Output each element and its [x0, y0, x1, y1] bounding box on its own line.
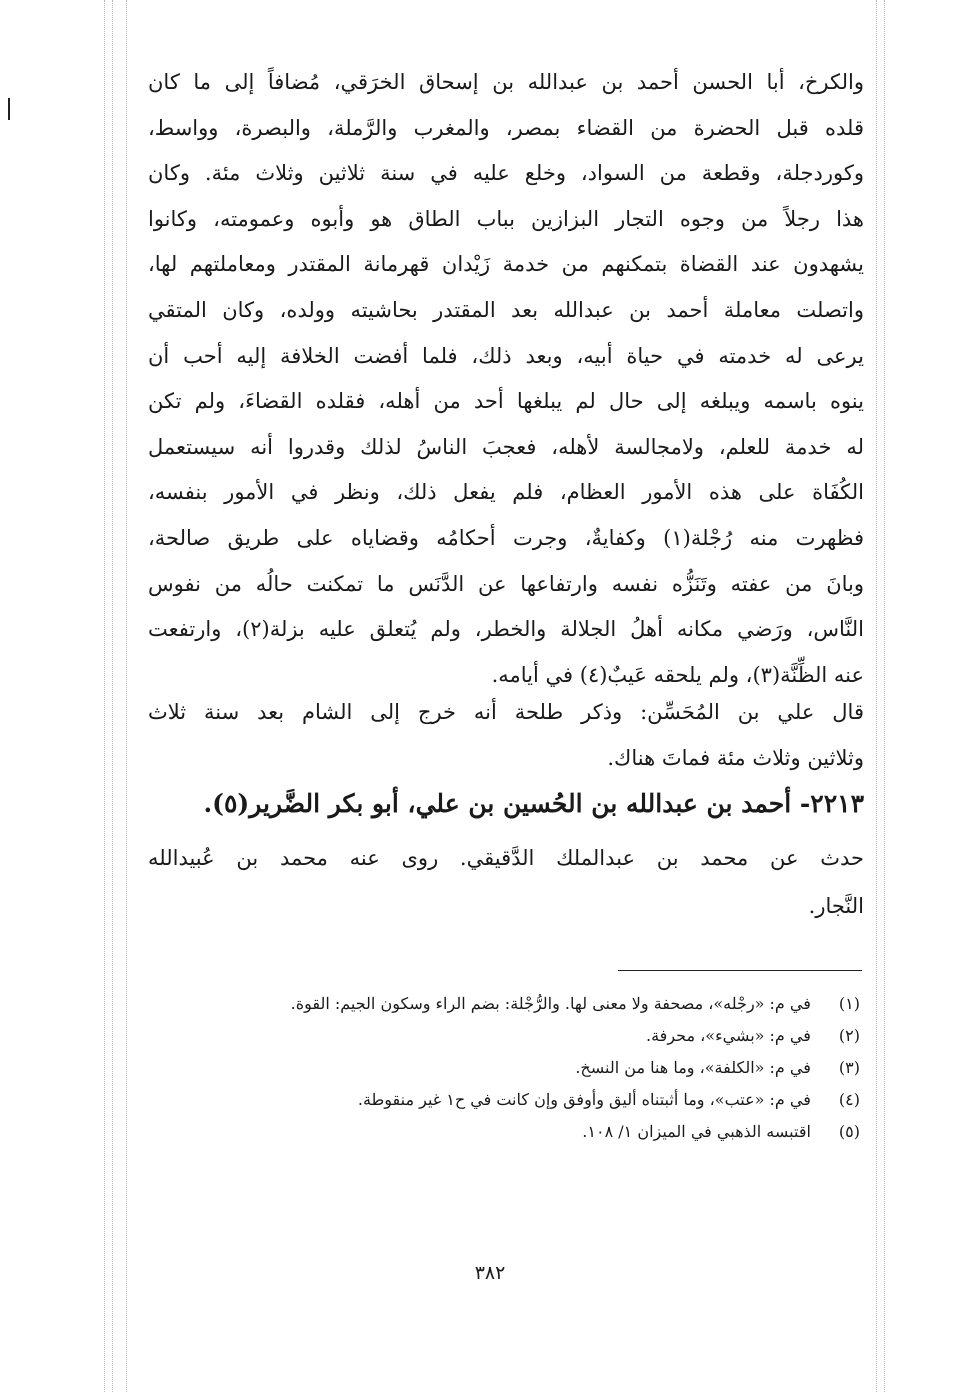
- footnote-separator: [618, 970, 862, 971]
- text-line: فظهرت منه رُجْلة(١) وكفايةٌ، وجرت أحكامُه وقضاياه على طريق صالحة،: [148, 525, 864, 550]
- footnotes: [148, 988, 860, 1148]
- main-paragraph: [148, 60, 864, 698]
- footnote-5: [148, 1116, 860, 1148]
- text-line: قلده قبل الحضرة من القضاء بمصر، والمغرب والرَّملة، والبصرة، وواسط،: [148, 115, 864, 140]
- footnote-number: (٥): [838, 1122, 860, 1141]
- footnote-number: (٣): [838, 1058, 860, 1077]
- footnote-text: في م: «عتب»، وما أثبتناه أليق وأوفق وإن كانت في ح١ غير منقوطة.: [357, 1090, 811, 1109]
- text-line: النَّاس، ورَضي مكانه أهلُ الجلالة والخطر، ولم يُتعلق عليه بزلة(٢)، وارتفعت: [148, 617, 864, 642]
- footnote-number: (٤): [838, 1090, 860, 1109]
- scan-dotline: [126, 0, 127, 1392]
- text-line: حدث عن محمد بن عبدالملك الدَّقيقي. روى عنه محمد بن عُبيدالله: [148, 846, 864, 870]
- text-line: وثلاثين وثلاث مئة فماتَ هناك.: [607, 745, 864, 770]
- text-line: وكوردجلة، وقطعة من السواد، وخلع عليه في سنة ثلاثين وثلاث مئة. وكان: [148, 161, 864, 186]
- text-line: يرعى له خدمته في حياة أبيه، وبعد ذلك، فلما أفضت الخلافة إليه أحب أن: [148, 343, 864, 368]
- footnote-number: (١): [838, 994, 860, 1013]
- text-line: والكرخ، أبا الحسن أحمد بن عبدالله بن إسحاق الخرَقي، مُضافاً إلى ما كان: [148, 70, 864, 94]
- text-line: عنه الظِّنَّة(٣)، ولم يلحقه عَيبٌ(٤) في أيامه.: [491, 662, 864, 687]
- text-line: له خدمة للعلم، ولامجالسة لأهله، فعجبَ الناسُ لذلك وقدروا أنه سيستعمل: [148, 434, 864, 459]
- text-line: النَّجار.: [808, 894, 864, 918]
- footnote-2: [148, 1020, 860, 1052]
- text-line: الكُفَاة على هذه الأمور العظام، فلم يفعل ذلك، ونظر في الأمور بنفسه،: [148, 480, 864, 505]
- footnote-text: في م: «رجْله»، مصحفة ولا معنى لها. والرُّجْلة: بضم الراء وسكون الجيم: القوة.: [290, 994, 811, 1013]
- footnote-text: في م: «الكلفة»، وما هنا من النسخ.: [575, 1058, 811, 1077]
- text-line: هذا رجلاً من وجوه التجار البزازين بباب الطاق هو وأبوه وعمومته، وكانوا: [148, 206, 864, 231]
- entry-body: [148, 834, 864, 930]
- scan-dotline: [112, 0, 113, 1392]
- footnote-text: اقتبسه الذهبي في الميزان ١/ ١٠٨.: [582, 1122, 811, 1141]
- text-line: وبانَ من عفته وتَنَزُّه نفسه وارتفاعها عن الدَّنَس ما تمكنت حالُه من نفوس: [148, 571, 864, 596]
- entry-heading: ٢٢١٣- أحمد بن عبدالله بن الحُسين بن علي، أبو بكر الضَّرير(٥).: [203, 789, 864, 818]
- text-line: يشهدون عند القضاة بتمكنهم من خدمة زَيْدان قهرمانة المقتدر ومعاملتهم لها،: [148, 252, 864, 277]
- text-line: ينوه باسمه ويبلغه إلى حال لم يبلغها أحد من أهله، فقلده القضاءَ، ولم تكن: [148, 389, 864, 414]
- footnote-number: (٢): [838, 1026, 860, 1045]
- footnote-1: [148, 988, 860, 1020]
- text-line: قال علي بن المُحَسِّن: وذكر طلحة أنه خرج إلى الشام بعد سنة ثلاث: [148, 700, 864, 724]
- scan-edge-mark: [8, 98, 10, 120]
- footnote-3: [148, 1052, 860, 1084]
- footnote-text: في م: «بشيء»، محرفة.: [646, 1026, 811, 1045]
- text-line: واتصلت معاملة أحمد بن عبدالله بعد المقتدر بحاشيته وولده، وكان المتقي: [148, 297, 864, 322]
- footnote-4: [148, 1084, 860, 1116]
- second-paragraph: [148, 690, 864, 781]
- scan-dotline: [104, 0, 105, 1392]
- scan-dotline: [876, 0, 877, 1392]
- page-number: ٣٨٢: [474, 1262, 506, 1284]
- scan-dotline: [884, 0, 885, 1392]
